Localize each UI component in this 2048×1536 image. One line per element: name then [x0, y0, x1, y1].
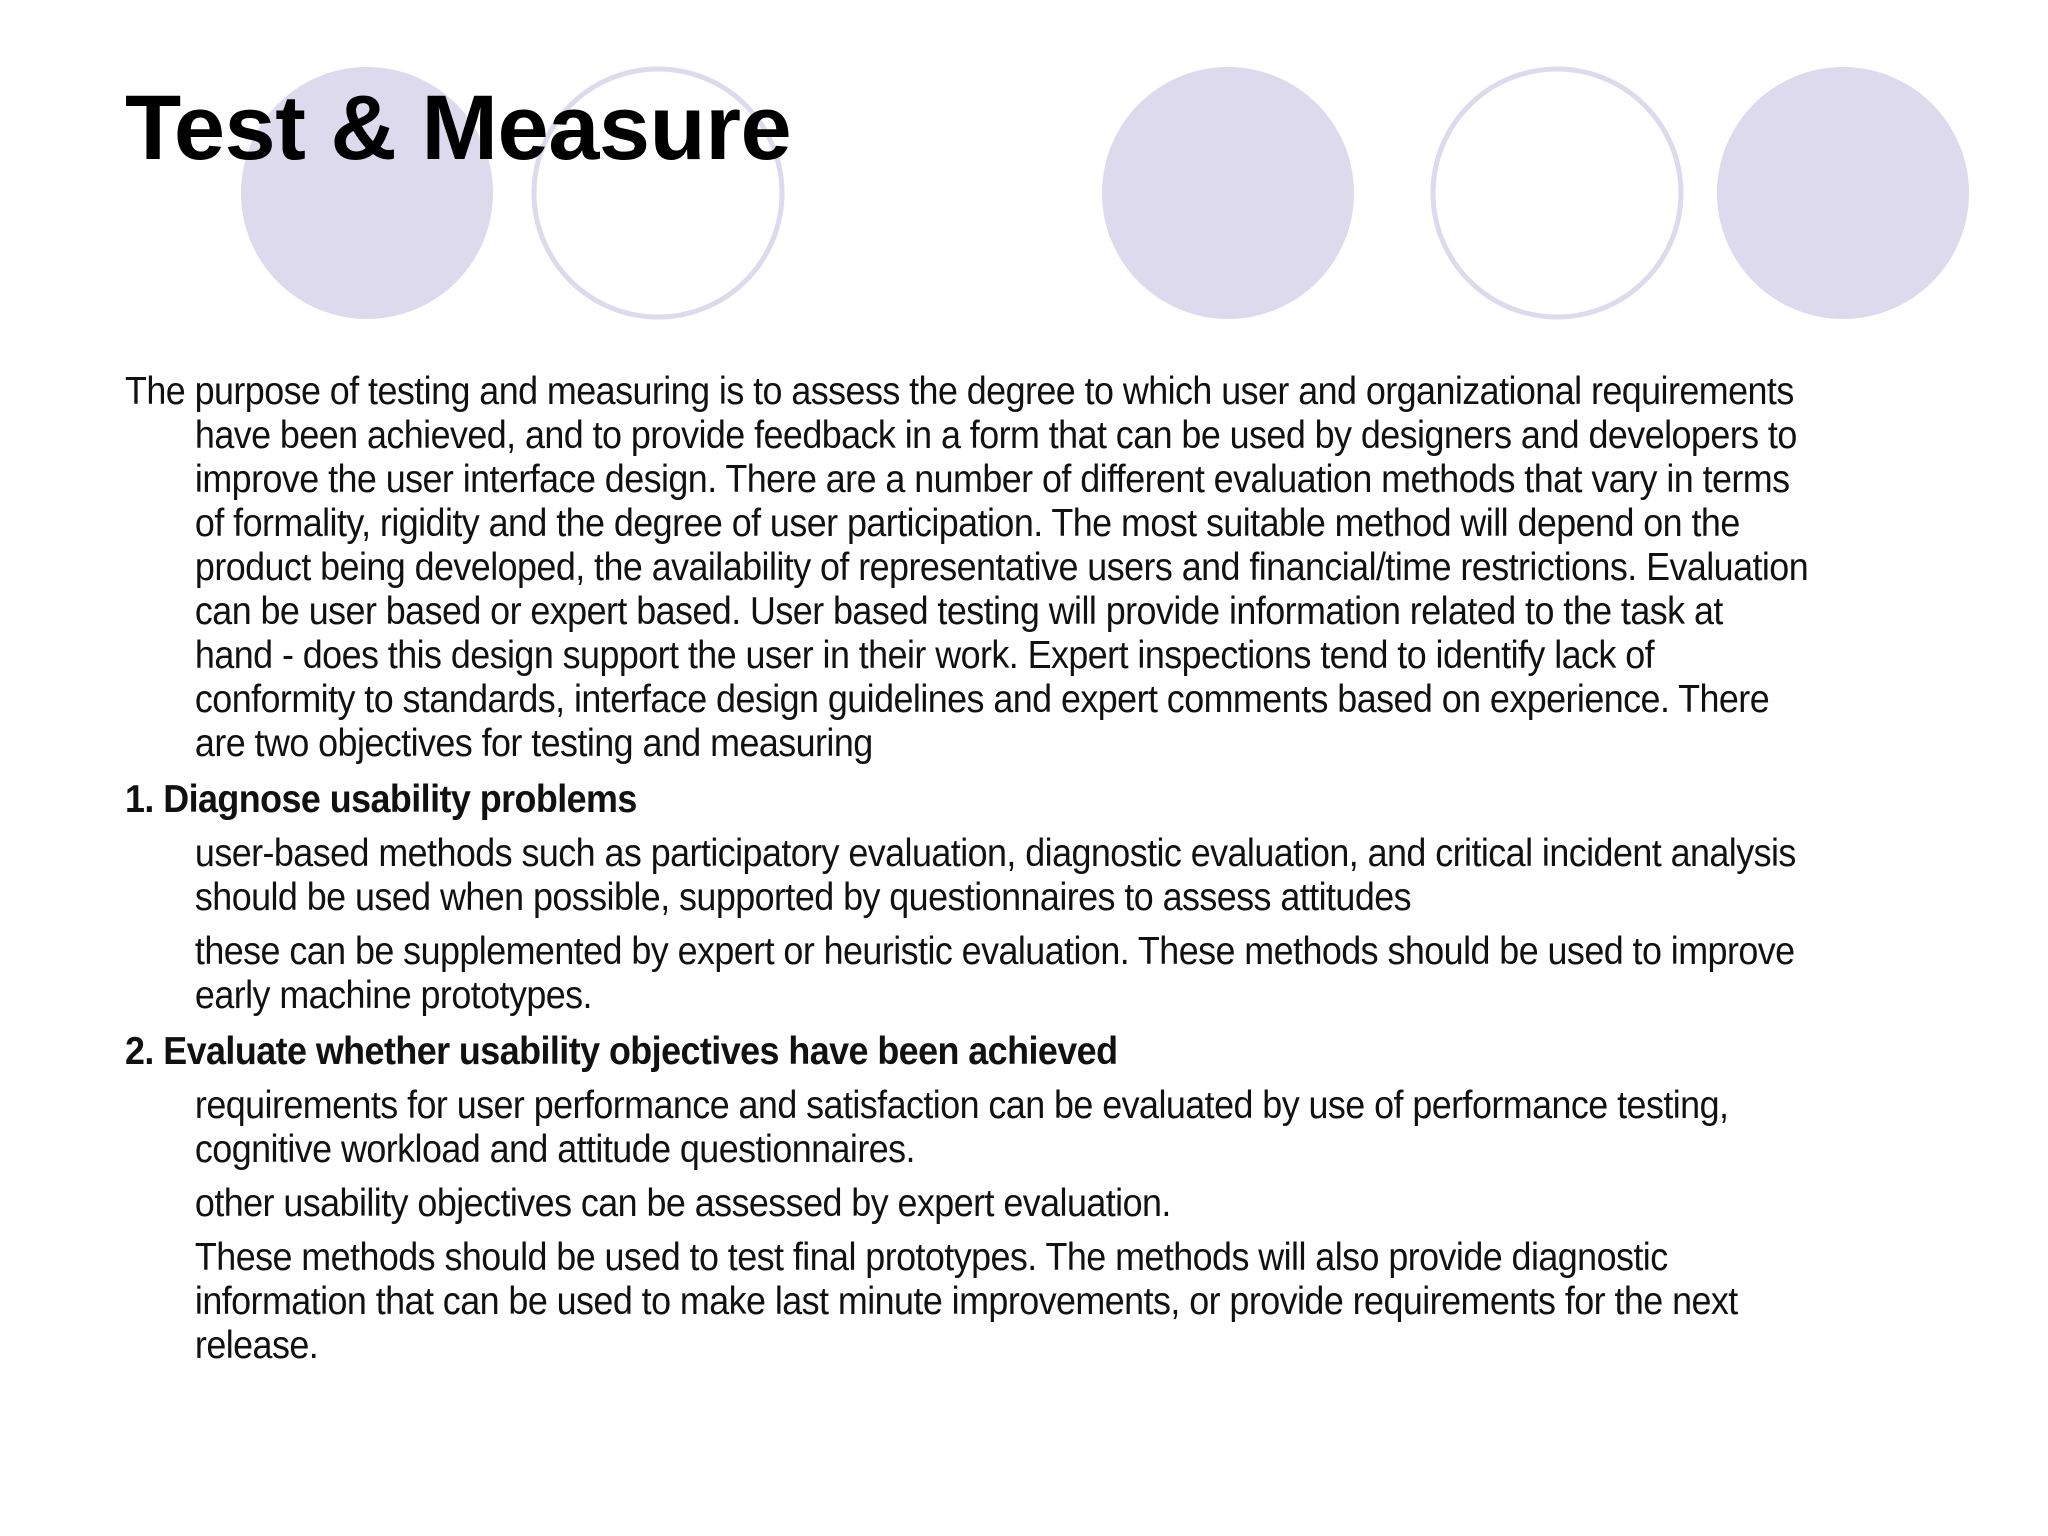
objective-1-point-2: these can be supplemented by expert or heuristic evaluation. These methods should be used to improve early machine prototypes.: [194, 930, 1795, 1017]
objective-heading-1: 1. Diagnose usability problems: [125, 778, 637, 821]
objective-2-point-1: requirements for user performance and satisfaction can be evaluated by use of performance testing, cognitive workload and attitude questionnaires.: [194, 1084, 1729, 1171]
slide-title: Test & Measure: [125, 77, 792, 179]
objective-2-point-3: These methods should be used to test final prototypes. The methods will also provide diagnostic information that can be used to make last minute improvements, or provide requirements for the next release.: [194, 1236, 1738, 1367]
circle-outline-2: [1433, 69, 1681, 317]
circle-filled-2: [1102, 67, 1354, 319]
objective-heading-2: 2. Evaluate whether usability objectives have been achieved: [125, 1030, 1118, 1073]
intro-paragraph: The purpose of testing and measuring is to assess the degree to which user and organizational requirements have been achieved, and to provide feedback in a form that can be used by designers and developers to improve the user interface design. There are a number of different evaluation methods that vary in terms of formality, rigidity and the degree of user participation. The most suitable method will depend on the product being developed, the availability of representative users and financial/time restrictions. Evaluation can be user based or expert based. User based testing will provide information related to the task at hand - does this design support the user in their work. Expert inspections tend to identify lack of conformity to standards, interface design guidelines and expert comments based on experience. There are two objectives for testing and measuring: [125, 370, 1809, 765]
circle-filled-3: [1717, 67, 1969, 319]
objective-2-point-2: other usability objectives can be assessed by expert evaluation.: [194, 1182, 1171, 1225]
slide-body: [125, 370, 1809, 1368]
objective-1-point-1: user-based methods such as participatory evaluation, diagnostic evaluation, and critical incident analysis should be used when possible, supported by questionnaires to assess attitudes: [194, 832, 1796, 919]
